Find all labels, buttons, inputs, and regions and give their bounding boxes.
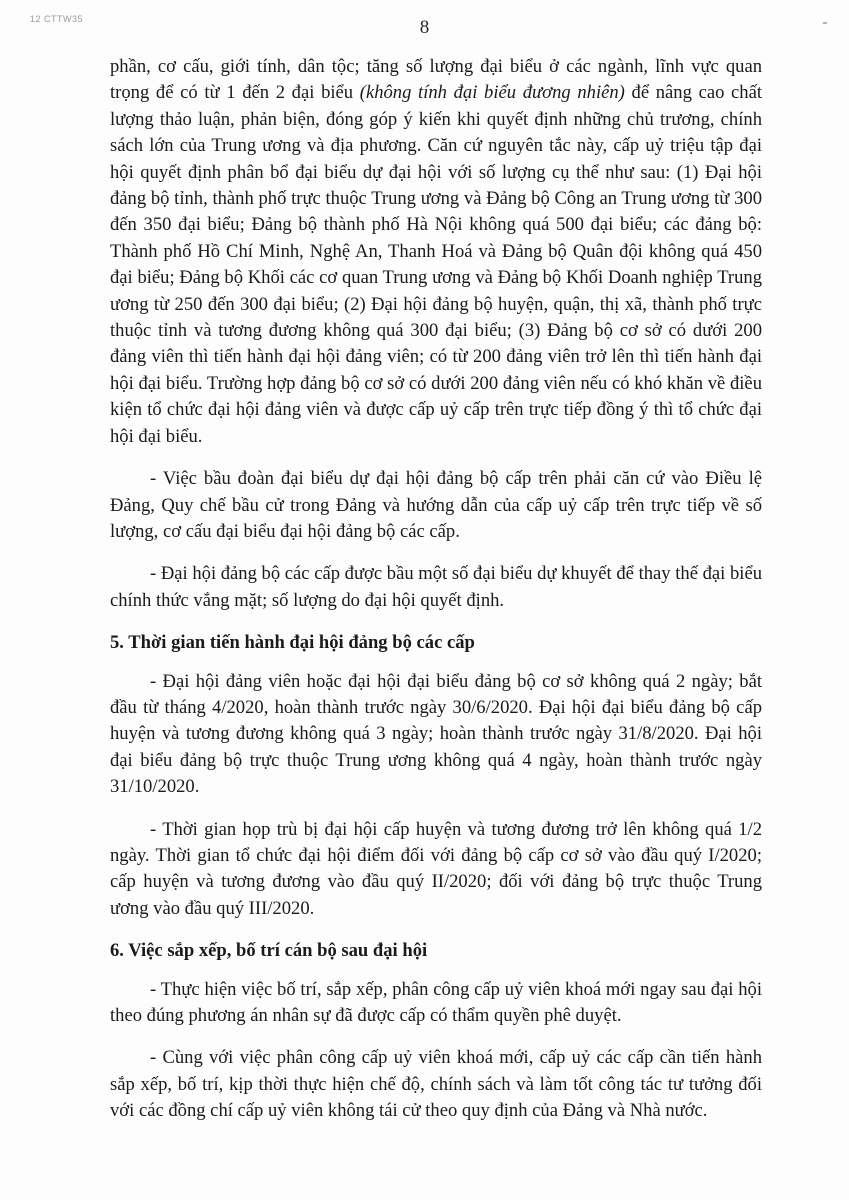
document-code: 12 CTTW35 <box>30 14 84 24</box>
paragraph-text: để nâng cao chất lượng thảo luận, phản biện, đóng góp ý kiến khi quyết định những chủ trương, chính sách lớn của Trung ương và địa phương. Căn cứ nguyên tắc này, cấp uỷ triệu tập đại hội quyết định phân bổ đại biểu dự đại hội với số lượng cụ thể như sau: (1) Đại hội đảng bộ tỉnh, thành phố trực thuộc Trung ương và Đảng bộ Công an Trung ương từ 300 đến 350 đại biểu; Đảng bộ thành phố Hà Nội không quá 500 đại biểu; các đảng bộ: Thành phố Hồ Chí Minh, Nghệ An, Thanh Hoá và Đảng bộ Quân đội không quá 450 đại biểu; Đảng bộ Khối các cơ quan Trung ương và Đảng bộ Khối Doanh nghiệp Trung ương từ 250 đến 300 đại biểu; (2) Đại hội đảng bộ huyện, quận, thị xã, thành phố trực thuộc tỉnh và tương đương không quá 300 đại biểu; (3) Đảng bộ cơ sở có dưới 200 đảng viên thì tiến hành đại hội đảng viên; có từ 200 đảng viên trở lên thì tiến hành đại hội đại biểu. Trường hợp đảng bộ cơ sở có dưới 200 đảng viên nếu có khó khăn về điều kiện tổ chức đại hội đảng viên và được cấp uỷ cấp trên trực tiếp đồng ý thì tổ chức đại hội đại biểu. <box>110 82 762 447</box>
section-heading-5: 5. Thời gian tiến hành đại hội đảng bộ các cấp <box>110 632 475 654</box>
paragraph-delegation-election: - Việc bầu đoàn đại biểu dự đại hội đảng bộ cấp trên phải căn cứ vào Điều lệ Đảng, Quy chế bầu cử trong Đảng và hướng dẫn của cấp uỷ cấp trên trực tiếp về số lượng, cơ cấu đại biểu đại hội đảng bộ các cấp. <box>110 468 762 542</box>
section-heading-6: 6. Việc sắp xếp, bố trí cán bộ sau đại hội <box>110 940 428 962</box>
paragraph-alternate-delegates: - Đại hội đảng bộ các cấp được bầu một số đại biểu dự khuyết để thay thế đại biểu chính thức vắng mặt; số lượng do đại hội quyết định. <box>110 563 762 611</box>
page-number: 8 <box>419 17 430 38</box>
paragraph-congress-schedule: - Đại hội đảng viên hoặc đại hội đại biểu đảng bộ cơ sở không quá 2 ngày; bắt đầu từ tháng 4/2020, hoàn thành trước ngày 30/6/2020. Đại hội đại biểu đảng bộ cấp huyện và tương đương không quá 3 ngày; hoàn thành trước ngày 31/8/2020. Đại hội đại biểu đảng bộ trực thuộc Trung ương không quá 4 ngày, hoàn thành trước ngày 31/10/2020. <box>110 670 762 798</box>
paragraph-policy-implementation: - Cùng với việc phân công cấp uỷ viên khoá mới, cấp uỷ các cấp cần tiến hành sắp xếp, bố trí, kịp thời thực hiện chế độ, chính sách và làm tốt công tác tư tưởng đối với các đồng chí cấp uỷ viên không tái cử theo quy định của Đảng và Nhà nước. <box>110 1047 762 1122</box>
italic-note: (không tính đại biểu đương nhiên) <box>359 82 625 104</box>
margin-mark <box>823 22 827 24</box>
paragraph-delegate-allocation <box>110 54 762 450</box>
document-body <box>110 54 762 1125</box>
paragraph-text: phần, cơ cấu, giới tính, dân tộc; tăng số lượng đại biểu ở các ngành, lĩnh vực quan trọng để có từ 1 đến 2 đại biểu <box>110 56 762 104</box>
paragraph-preparatory-meeting: - Thời gian họp trù bị đại hội cấp huyện và tương đương trở lên không quá 1/2 ngày. Thời gian tổ chức đại hội điểm đối với đảng bộ cấp cơ sở vào đầu quý I/2020; cấp huyện và tương đương vào đầu quý II/2020; đối với đảng bộ trực thuộc Trung ương vào đầu quý III/2020. <box>110 818 762 919</box>
paragraph-staff-arrangement: - Thực hiện việc bố trí, sắp xếp, phân công cấp uỷ viên khoá mới ngay sau đại hội theo đúng phương án nhân sự đã được cấp có thẩm quyền phê duyệt. <box>110 978 762 1026</box>
